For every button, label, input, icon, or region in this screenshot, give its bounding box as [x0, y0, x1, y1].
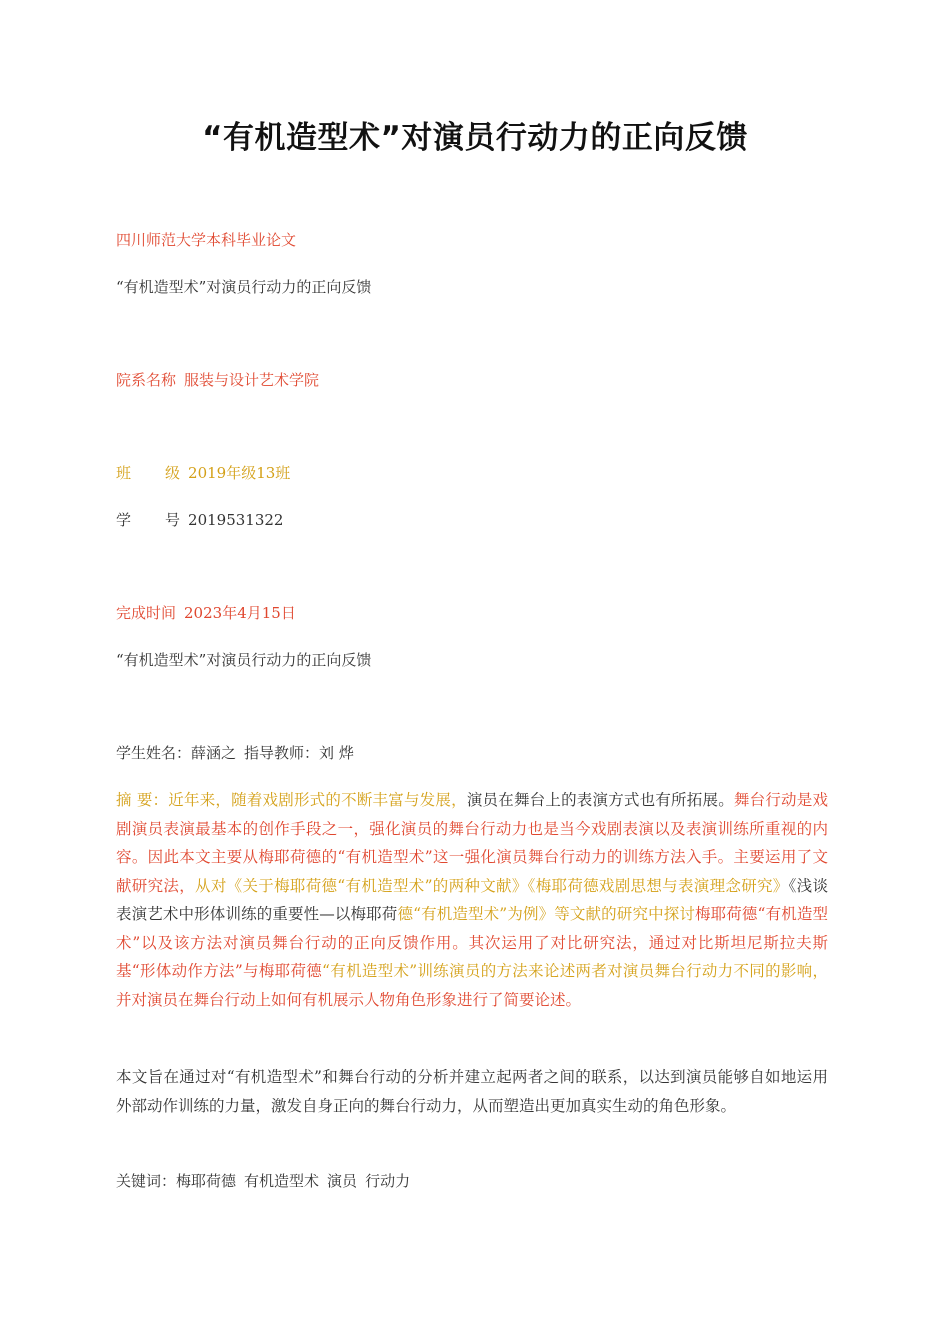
keyword-3: 演员 — [327, 1172, 358, 1190]
abstract-label: 摘 要： — [116, 791, 169, 809]
abstract-seg-4: 从对《关于梅耶荷德“有机造型术”的两种文献》《梅耶荷德戏剧思想与表演理念研究》 — [195, 876, 789, 895]
thesis-subtitle-repeat: “有机造型术”对演员行动力的正向反馈 — [116, 651, 372, 669]
department-label: 院系名称 — [116, 371, 177, 389]
body-paragraph: 本文旨在通过对“有机造型术”和舞台行动的分析并建立起两者之间的联系，以达到演员能够自如地运用外部动作训练的力量，激发自身正向的舞台行动力，从而塑造出更加真实生动的角色形象。 — [116, 1068, 828, 1115]
keywords-label: 关键词： — [116, 1172, 177, 1190]
advisor-label: 指导教师： — [244, 744, 320, 762]
student-name-label: 学生姓名： — [116, 744, 192, 762]
class-label-a: 班 — [116, 464, 132, 482]
student-name: 薛涵之 — [191, 744, 237, 762]
thesis-subtitle: “有机造型术”对演员行动力的正向反馈 — [116, 278, 372, 296]
keywords-line — [116, 1171, 410, 1191]
keyword-2: 有机造型术 — [244, 1172, 320, 1190]
class-line — [116, 463, 290, 483]
abstract-paragraph — [116, 786, 828, 1014]
abstract-seg-8: “有机造型术”训练演员的方法来论述两者对演员舞台行动力不同的影响， — [322, 962, 828, 980]
class-label-b: 级 — [165, 464, 181, 482]
completion-label: 完成时间 — [116, 604, 177, 622]
abstract-seg-3: 舞台行动是戏剧演员表演最基本的创作手段之一，强化演员的舞台行动力也是当今戏剧表演以及表演训练所重视的内容。因此本文主要从梅耶荷德的“有机造型术”这一强化演员舞台行动力的训练方法入手。主要运用了文献研究法， — [116, 791, 828, 895]
abstract-seg-2: 演员在舞台上的表演方式也有所拓展。 — [466, 791, 734, 809]
university-line: 四川师范大学本科毕业论文 — [116, 231, 297, 249]
abstract-seg-5: 《浅谈表演艺术中形体训练的重要性—以梅耶荷 — [116, 876, 828, 923]
student-id-line — [116, 510, 283, 530]
abstract-seg-1: 近年来，随着戏剧形式的不断丰富与发展， — [168, 791, 467, 809]
student-id-value: 2019531322 — [188, 511, 284, 529]
completion-line — [116, 603, 296, 623]
keyword-4: 行动力 — [365, 1172, 411, 1190]
class-value: 2019年级13班 — [188, 464, 291, 482]
department-line — [116, 370, 319, 390]
abstract-seg-6: 德“有机造型术”为例》等文献的研究中探讨 — [397, 905, 695, 923]
document-title: “有机造型术”对演员行动力的正向反馈 — [202, 120, 748, 156]
abstract-seg-7: 梅耶荷德“有机造型术”以及该方法对演员舞台行动的正向反馈作用。其次运用了对比研究法，通过对比斯坦尼斯拉夫斯基“形体动作方法”与梅耶荷德 — [116, 905, 828, 980]
student-id-label-a: 学 — [116, 511, 132, 529]
completion-value: 2023年4月15日 — [184, 604, 296, 622]
advisor-name: 刘 烨 — [319, 744, 354, 762]
abstract-seg-9: 并对演员在舞台行动上如何有机展示人物角色形象进行了简要论述。 — [116, 990, 582, 1009]
keyword-1: 梅耶荷德 — [176, 1172, 237, 1190]
author-line — [116, 743, 354, 763]
department-value: 服装与设计艺术学院 — [184, 371, 320, 389]
student-id-label-b: 号 — [165, 511, 181, 529]
